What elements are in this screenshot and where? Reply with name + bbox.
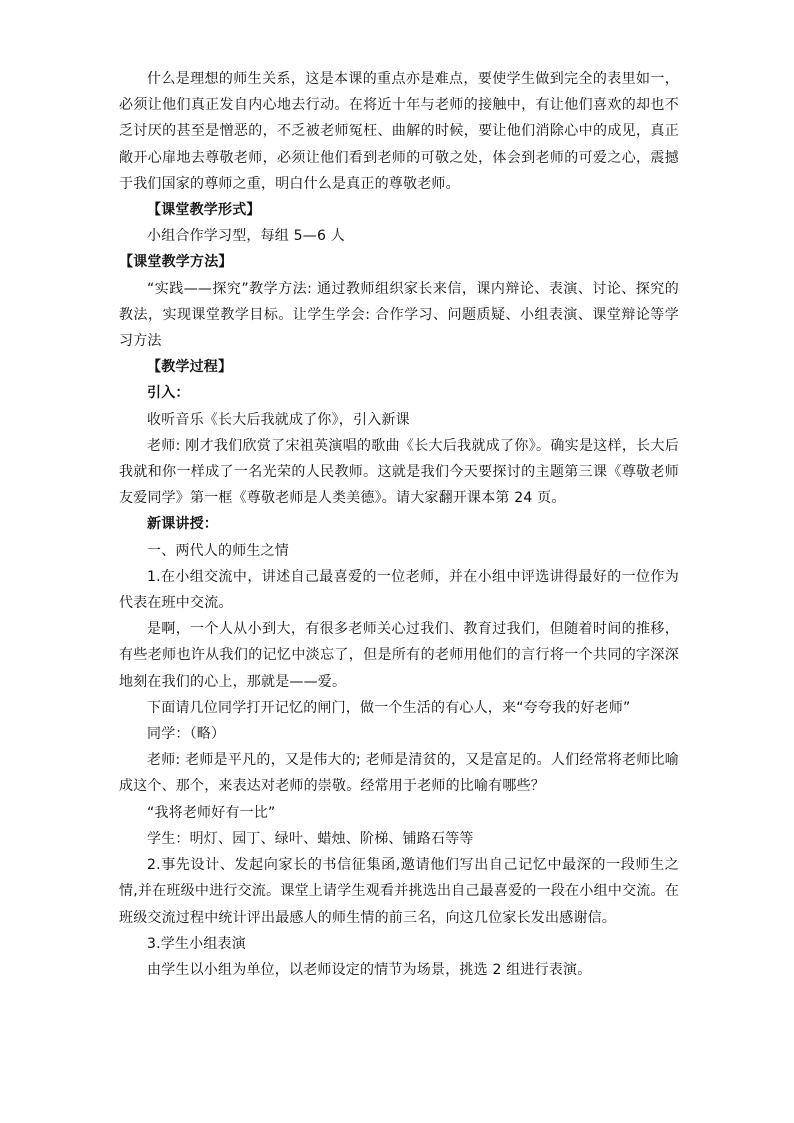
student-metaphors-paragraph: 学生：明灯、园丁、绿叶、蜡烛、阶梯、铺路石等等 bbox=[147, 830, 474, 847]
student-response-paragraph: 同学：（略） bbox=[147, 726, 226, 743]
praise-teacher-paragraph: 下面请几位同学打开记忆的闸门，做一个生活的有心人，来“夸夸我的好老师” bbox=[147, 699, 631, 716]
class-form-paragraph: 小组合作学习型，每组 5—6 人 bbox=[147, 228, 345, 245]
subheading-introduction: 引入： bbox=[147, 385, 190, 402]
section-heading-teaching-method: 【课堂教学方法】 bbox=[119, 254, 233, 271]
teacher-intro-paragraph: 老师: 刚才我们欣赏了宋祖英演唱的歌曲《长大后我就成了你》。确实是这样，长大后我就和你一样成了一名光荣的人民教师。这就是我们今天要探讨的主题第三课《尊敬老师友爱同学》第一框《尊敬老师是人类美德》。请大家翻开课本第 24 页。 bbox=[119, 437, 679, 507]
teaching-method-paragraph: “实践——探究”教学方法: 通过教师组织家长来信，课内辩论、表演、讨论、探究的教法，实现课堂教学目标。让学生学会: 合作学习、问题质疑、小组表演、课堂辩论等学习方法 bbox=[119, 280, 679, 350]
step-one-paragraph: 1.在小组交流中，讲述自己最喜爱的一位老师，并在小组中评选讲得最好的一位作为代表在班中交流。 bbox=[119, 568, 679, 612]
subheading-new-lesson: 新课讲授： bbox=[147, 516, 218, 533]
intro-paragraph: 什么是理想的师生关系，这是本课的重点亦是难点，要使学生做到完全的表里如一，必须让他们真正发自内心地去行动。在将近十年与老师的接触中，有让他们喜欢的却也不乏讨厌的甚至是憎恶的，不乏被老师冤枉、曲解的时候，要让他们消除心中的成见，真正敞开心扉地去尊敬老师，必须让他们看到老师的可敬之处，体会到老师的可爱之心，震撼于我们国家的尊师之重，明白什么是真正的尊敬老师。 bbox=[119, 71, 679, 192]
section-heading-teaching-process: 【教学过程】 bbox=[147, 359, 233, 376]
step-three-title: 3.学生小组表演 bbox=[147, 935, 246, 952]
document-body bbox=[119, 66, 679, 983]
step-three-paragraph: 由学生以小组为单位，以老师设定的情节为场景，挑选 2 组进行表演。 bbox=[147, 961, 592, 978]
step-two-paragraph: 2.事先设计、发起向家长的书信征集函,邀请他们写出自己记忆中最深的一段师生之情,并在班级中进行交流。课堂上请学生观看并挑选出自己最喜爱的一段在小组中交流。在班级交流过程中统计评出最感人的师生情的前三名，向这几位家长发出感谢信。 bbox=[119, 857, 679, 926]
metaphor-quote-paragraph: “我将老师好有一比” bbox=[147, 804, 276, 821]
teacher-metaphor-paragraph: 老师: 老师是平凡的，又是伟大的; 老师是清贫的，又是富足的。人们经常将老师比喻成这个、那个，来表达对老师的崇敬。经常用于老师的比喻有哪些？ bbox=[119, 752, 679, 795]
section-heading-class-form: 【课堂教学形式】 bbox=[147, 202, 261, 219]
introduction-music-paragraph: 收听音乐《长大后我就成了你》，引入新课 bbox=[147, 411, 410, 428]
love-paragraph: 是啊，一个人从小到大，有很多老师关心过我们、教育过我们，但随着时间的推移，有些老师也许从我们的记忆中淡忘了，但是所有的老师用他们的言行将一个共同的字深深地刻在我们的心上，那就是——爱。 bbox=[119, 621, 679, 690]
part-one-title: 一、两代人的师生之情 bbox=[147, 542, 289, 559]
